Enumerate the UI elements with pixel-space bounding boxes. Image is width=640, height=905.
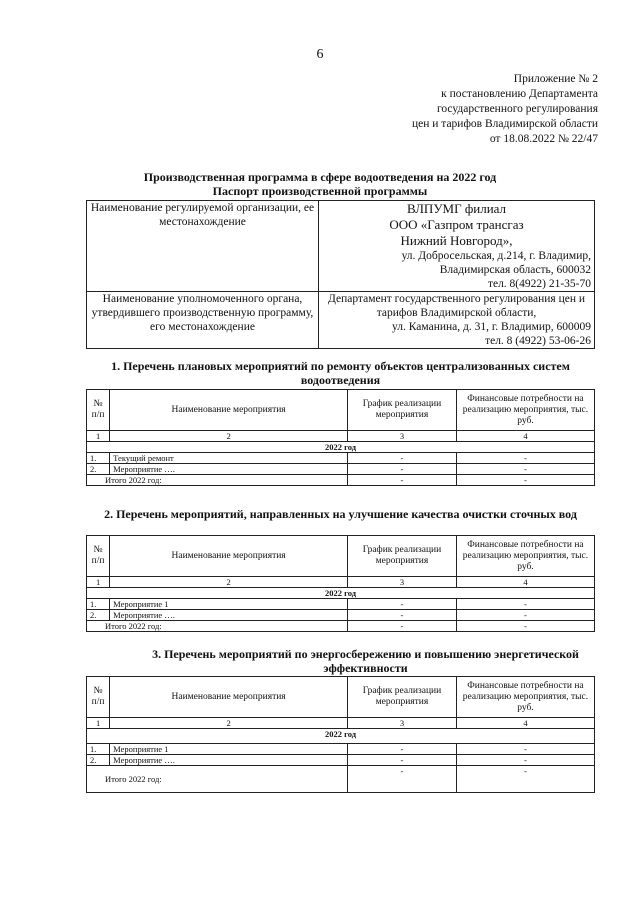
- approver-phone: тел. 8 (4922) 53-06-26: [485, 335, 591, 347]
- row-name: Мероприятие ….: [110, 610, 348, 621]
- row-name: Мероприятие 1: [110, 599, 348, 610]
- row-num: 1.: [87, 744, 110, 755]
- passport-row-approver: [87, 292, 595, 349]
- total-finance: -: [456, 475, 594, 486]
- header-finance: Финансовые потребности на реализацию мероприятия, тыс. руб.: [456, 536, 594, 577]
- column-number: 4: [456, 718, 594, 729]
- table-header-row: [87, 390, 595, 431]
- column-number: 2: [110, 718, 348, 729]
- appendix-line: государственного регулирования: [436, 103, 598, 115]
- row-schedule: -: [348, 453, 457, 464]
- section-title: 1. Перечень плановых мероприятий по ремонту объектов централизованных систем водоотведения: [111, 359, 570, 387]
- column-number-row: [87, 577, 595, 588]
- row-finance: -: [456, 464, 594, 475]
- row-name: Мероприятие 1: [110, 744, 348, 755]
- table-row: [87, 453, 595, 464]
- appendix-line: Приложение № 2: [513, 73, 598, 85]
- table-row: [87, 464, 595, 475]
- appendix-line: от 18.08.2022 № 22/47: [489, 133, 598, 145]
- year-row: [87, 442, 595, 453]
- header-name: Наименование мероприятия: [110, 677, 348, 718]
- total-row: [87, 766, 595, 793]
- row-schedule: -: [348, 610, 457, 621]
- header-name: Наименование мероприятия: [110, 536, 348, 577]
- passport-title: Паспорт производственной программы: [212, 184, 428, 198]
- row-finance: -: [456, 755, 594, 766]
- header-finance: Финансовые потребности на реализацию мероприятия, тыс. руб.: [456, 677, 594, 718]
- approver-address: ул. Каманина, д. 31, г. Владимир, 600009: [392, 321, 591, 333]
- row-finance: -: [456, 744, 594, 755]
- approver-name: Департамент государственного регулирования цен и тарифов Владимирской области,: [327, 293, 586, 319]
- total-finance: -: [456, 621, 594, 632]
- section-1-table: [86, 389, 595, 486]
- org-phone: тел. 8(4922) 21-35-70: [487, 278, 591, 290]
- header-num: № п/п: [87, 390, 110, 431]
- section-3-table: [86, 676, 595, 793]
- table-row: [87, 610, 595, 621]
- table-row: [87, 599, 595, 610]
- row-name: Текущий ремонт: [110, 453, 348, 464]
- year-label: 2022 год: [87, 729, 595, 744]
- total-finance: -: [456, 766, 594, 793]
- program-title: Производственная программа в сфере водоотведения на 2022 год: [143, 170, 497, 184]
- row-finance: -: [456, 610, 594, 621]
- org-address-line: ул. Добросельская, д.214, г. Владимир,: [401, 250, 591, 262]
- total-row: [87, 475, 595, 486]
- approver-details: [319, 292, 595, 349]
- row-num: 1.: [87, 453, 110, 464]
- year-row: [87, 729, 595, 744]
- approver-label: Наименование уполномоченного органа, утвердившего производственную программу, его местонахождение: [87, 292, 319, 349]
- column-number: 1: [87, 577, 110, 588]
- passport-table: [86, 200, 595, 349]
- year-row: [87, 588, 595, 599]
- header-finance: Финансовые потребности на реализацию мероприятия, тыс. руб.: [456, 390, 594, 431]
- row-schedule: -: [348, 464, 457, 475]
- row-name: Мероприятие ….: [110, 464, 348, 475]
- row-name: Мероприятие ….: [110, 755, 348, 766]
- org-address-line: Владимирская область, 600032: [439, 264, 591, 276]
- column-number: 4: [456, 431, 594, 442]
- year-label: 2022 год: [87, 588, 595, 599]
- total-schedule: -: [348, 621, 457, 632]
- column-number: 3: [348, 577, 457, 588]
- header-num: № п/п: [87, 536, 110, 577]
- table-row: [87, 755, 595, 766]
- org-name-line: ВЛПУМГ филиал: [406, 201, 507, 216]
- column-number-row: [87, 431, 595, 442]
- column-number: 1: [87, 718, 110, 729]
- header-schedule: График реализации мероприятия: [348, 677, 457, 718]
- row-schedule: -: [348, 744, 457, 755]
- column-number-row: [87, 718, 595, 729]
- header-schedule: График реализации мероприятия: [348, 536, 457, 577]
- row-num: 1.: [87, 599, 110, 610]
- passport-row-organization: [87, 201, 595, 292]
- year-label: 2022 год: [87, 442, 595, 453]
- column-number: 1: [87, 431, 110, 442]
- total-label: Итого 2022 год:: [87, 475, 348, 486]
- row-finance: -: [456, 453, 594, 464]
- header-name: Наименование мероприятия: [110, 390, 348, 431]
- row-num: 2.: [87, 464, 110, 475]
- total-row: [87, 621, 595, 632]
- org-name-line: ООО «Газпром трансгаз: [389, 217, 524, 232]
- org-name-line: Нижний Новгород»,: [400, 233, 513, 248]
- appendix-line: цен и тарифов Владимирской области: [411, 118, 598, 130]
- section-title: 3. Перечень мероприятий по энергосбережению и повышению энергетической эффективности: [152, 647, 579, 675]
- column-number: 4: [456, 577, 594, 588]
- total-label: Итого 2022 год:: [87, 621, 348, 632]
- column-number: 2: [110, 577, 348, 588]
- table-header-row: [87, 536, 595, 577]
- section-2-table: [86, 535, 595, 632]
- total-label: Итого 2022 год:: [87, 766, 348, 793]
- row-schedule: -: [348, 755, 457, 766]
- page-number: 6: [316, 47, 324, 62]
- total-schedule: -: [348, 766, 457, 793]
- row-num: 2.: [87, 610, 110, 621]
- row-finance: -: [456, 599, 594, 610]
- header-num: № п/п: [87, 677, 110, 718]
- row-num: 2.: [87, 755, 110, 766]
- appendix-header: [412, 72, 598, 147]
- table-row: [87, 744, 595, 755]
- table-header-row: [87, 677, 595, 718]
- org-details: [319, 201, 595, 292]
- total-schedule: -: [348, 475, 457, 486]
- column-number: 3: [348, 718, 457, 729]
- column-number: 3: [348, 431, 457, 442]
- header-schedule: График реализации мероприятия: [348, 390, 457, 431]
- section-title: 2. Перечень мероприятий, направленных на улучшение качества очистки сточных вод: [104, 507, 577, 521]
- row-schedule: -: [348, 599, 457, 610]
- org-label: Наименование регулируемой организации, ее местонахождение: [87, 201, 319, 292]
- column-number: 2: [110, 431, 348, 442]
- appendix-line: к постановлению Департамента: [441, 88, 598, 100]
